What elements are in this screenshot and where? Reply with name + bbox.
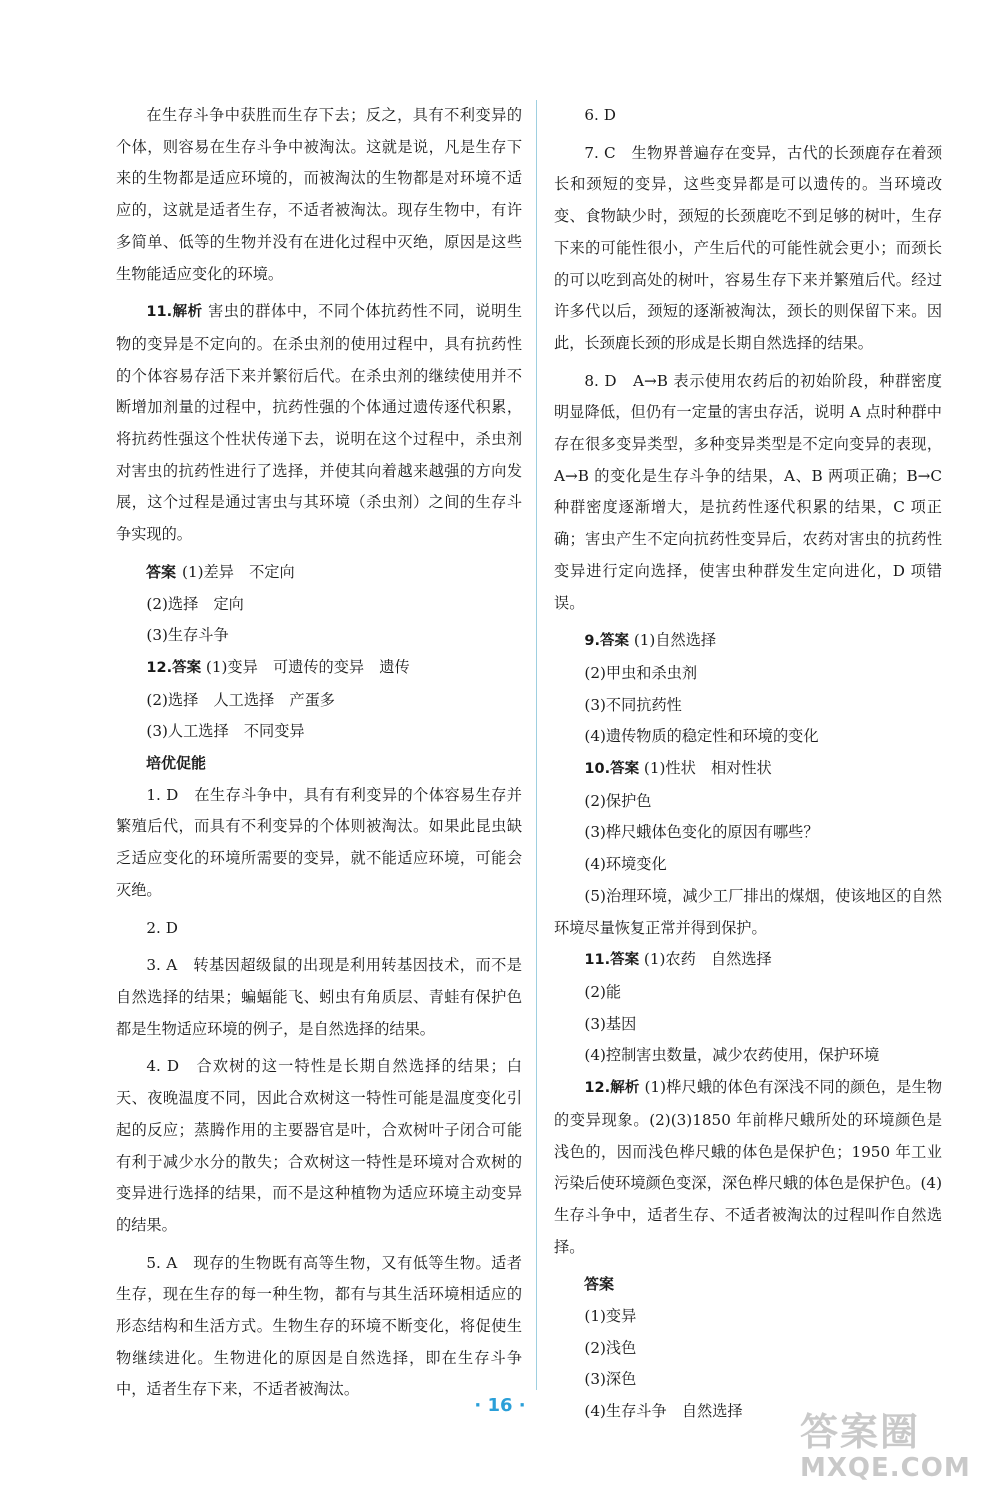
question-number: 11. <box>584 952 611 969</box>
answer-line: (4)控制害虫数量，减少农药使用，保护环境 <box>584 1046 880 1065</box>
analysis-label: 解析 <box>172 304 203 321</box>
answer-label: 答案 <box>610 761 640 778</box>
solution-item: 1. D 在生存斗争中，具有有利变异的个体容易生存并繁殖后代，而具有不利变异的个体则被淘汰。如果此昆虫缺乏适应变化的环境所需要的变异，就不能适应环境，可能会灭绝。 <box>116 785 522 899</box>
question-number: 12. <box>146 659 173 676</box>
answer-line: (4)遗传物质的稳定性和环境的变化 <box>584 727 819 746</box>
question-11-analysis <box>116 296 522 551</box>
solution-item: 8. D A→B 表示使用农药后的初始阶段，种群密度明显降低，但仍有一定量的害虫存活，说明 A 点时种群中存在很多变异类型，多种变异类型是不定向变异的表现，A→B 的变化是生存斗争的结果，A、B 两项正确；B→C 种群密度逐渐增大，是抗药性逐代积累的结果，C 项正确；害虫产生不定向抗药性变异后，农药对害虫的抗药性变异进行定向选择，使害虫种群发生定向进化，D 项错误。 <box>554 371 942 612</box>
answer-line: (3)基因 <box>584 1014 637 1033</box>
question-9-answer <box>554 625 942 658</box>
answer-line: (3)桦尺蛾体色变化的原因有哪些？ <box>584 823 819 842</box>
answer-label: 答案 <box>584 1275 615 1294</box>
answer-line: (2)甲虫和杀虫剂 <box>584 663 698 682</box>
analysis-text: (1)桦尺蛾的体色有深浅不同的颜色，是生物的变异现象。(2)(3)1850 年前桦尺蛾所处的环境颜色是浅色的，因而浅色桦尺蛾的体色是保护色；1950 年工业污染后使环境颜色变深，深色桦尺蛾的体色是保护色。(4)生存斗争中，适者生存、不适者被淘汰的过程叫作自然选择。 <box>554 1078 943 1256</box>
answer-line: (3)人工选择 不同变异 <box>146 722 305 741</box>
answer-line: (4)环境变化 <box>584 855 667 874</box>
question-number: 11. <box>146 304 173 321</box>
right-column <box>554 100 942 1428</box>
question-number: 9. <box>584 633 600 650</box>
left-column <box>116 100 522 1412</box>
solution-item: 2. D <box>146 918 178 937</box>
answer-line: (1)性状 相对性状 <box>643 759 772 778</box>
answer-line: (1)自然选择 <box>633 631 717 650</box>
answer-label: 答案 <box>146 562 177 581</box>
column-divider <box>536 100 537 1390</box>
answer-line: (2)选择 定向 <box>146 594 244 613</box>
paragraph-continuation: 在生存斗争中获胜而生存下去；反之，具有不利变异的个体，则容易在生存斗争中被淘汰。这就是说，凡是生存下来的生物都是适应环境的，而被淘汰的生物都是对环境不适应的，这就是适者生存，不适者被淘汰。现存生物中，有许多简单、低等的生物并没有在进化过程中灭绝，原因是这些生物能适应变化的环境。 <box>116 106 522 283</box>
watermark-url: MXQE.COM <box>800 1453 971 1483</box>
answer-line: (1)变异 可遗传的变异 遗传 <box>205 657 410 676</box>
question-12-answer <box>116 652 522 685</box>
answer-line: (2)能 <box>584 982 622 1001</box>
analysis-text: 害虫的群体中，不同个体抗药性不同，说明生物的变异是不定向的。在杀虫剂的使用过程中，具有抗药性的个体容易存活下来并繁衍后代。在杀虫剂的继续使用并不断增加剂量的过程中，抗药性强的个体通过遗传逐代积累，将抗药性强这个性状传递下去，说明在这个过程中，杀虫剂对害虫的抗药性进行了选择，并使其向着越来越强的方向发展，这个过程是通过害虫与其环境（杀虫剂）之间的生存斗争实现的。 <box>116 302 523 544</box>
watermark-logo <box>800 1410 990 1482</box>
answer-line: (2)浅色 <box>584 1338 637 1357</box>
answer-line: (2)保护色 <box>584 791 652 810</box>
solution-item: 3. A 转基因超级鼠的出现是利用转基因技术，而不是自然选择的结果；蝙蝠能飞、蚓虫有角质层、青蛙有保护色都是生物适应环境的例子，是自然选择的结果。 <box>116 956 522 1038</box>
solution-item: 5. A 现存的生物既有高等生物，又有低等生物。适者生存，现在生存的每一种生物，都有与其生活环境相适应的形态结构和生活方式。生物生存的环境不断变化，将促使生物继续进化。生物进化的原因是自然选择，即在生存斗争中，适者生存下来，不适者被淘汰。 <box>116 1253 522 1399</box>
question-number: 10. <box>584 761 611 778</box>
answer-label: 答案 <box>610 952 640 969</box>
answer-label: 答案 <box>600 633 629 650</box>
answer-line: (1)变异 <box>584 1307 637 1326</box>
solution-item: 4. D 合欢树的这一特性是长期自然选择的结果；白天、夜晚温度不同，因此合欢树这一特性可能是温度变化引起的反应；蒸腾作用的主要器官是叶，合欢树叶子闭合可能有利于减少水分的散失；合欢树这一特性是环境对合欢树的变异进行选择的结果，而不是这种植物为适应环境主动变异的结果。 <box>116 1057 522 1234</box>
answer-label: 答案 <box>172 659 202 676</box>
answer-line: (3)深色 <box>584 1370 637 1389</box>
question-11-answer <box>554 944 942 977</box>
question-number: 12. <box>584 1080 611 1097</box>
answer-line: (2)选择 人工选择 产蛋多 <box>146 690 335 709</box>
solution-item: 7. C 生物界普遍存在变异，古代的长颈鹿存在着颈长和颈短的变异，这些变异都是可以遗传的。当环境改变、食物缺少时，颈短的长颈鹿吃不到足够的树叶，生存下来的可能性很小，产生后代的可能性就会更小；而颈长的可以吃到高处的树叶，容易生存下来并繁殖后代。经过许多代以后，颈短的逐渐被淘汰，颈长的则保留下来。因此，长颈鹿长颈的形成是长期自然选择的结果。 <box>554 143 942 352</box>
answer-line: (1)差异 不定向 <box>182 562 295 581</box>
section-heading: 培优促能 <box>146 754 207 773</box>
answer-line: (5)治理环境，减少工厂排出的煤烟，使该地区的自然环境尽量恢复正常并得到保护。 <box>554 886 942 937</box>
answer-line: (3)生存斗争 <box>146 626 229 645</box>
question-12-analysis <box>554 1072 942 1263</box>
analysis-label: 解析 <box>610 1080 640 1097</box>
answer-line: (3)不同抗药性 <box>584 695 682 714</box>
solution-item: 6. D <box>584 106 616 124</box>
watermark-logo-text: 答案圈 <box>800 1410 921 1454</box>
question-10-answer <box>554 753 942 786</box>
answer-line: (1)农药 自然选择 <box>643 950 772 969</box>
answer-line: (4)生存斗争 自然选择 <box>584 1402 743 1421</box>
page-number: · 16 · <box>474 1395 526 1416</box>
